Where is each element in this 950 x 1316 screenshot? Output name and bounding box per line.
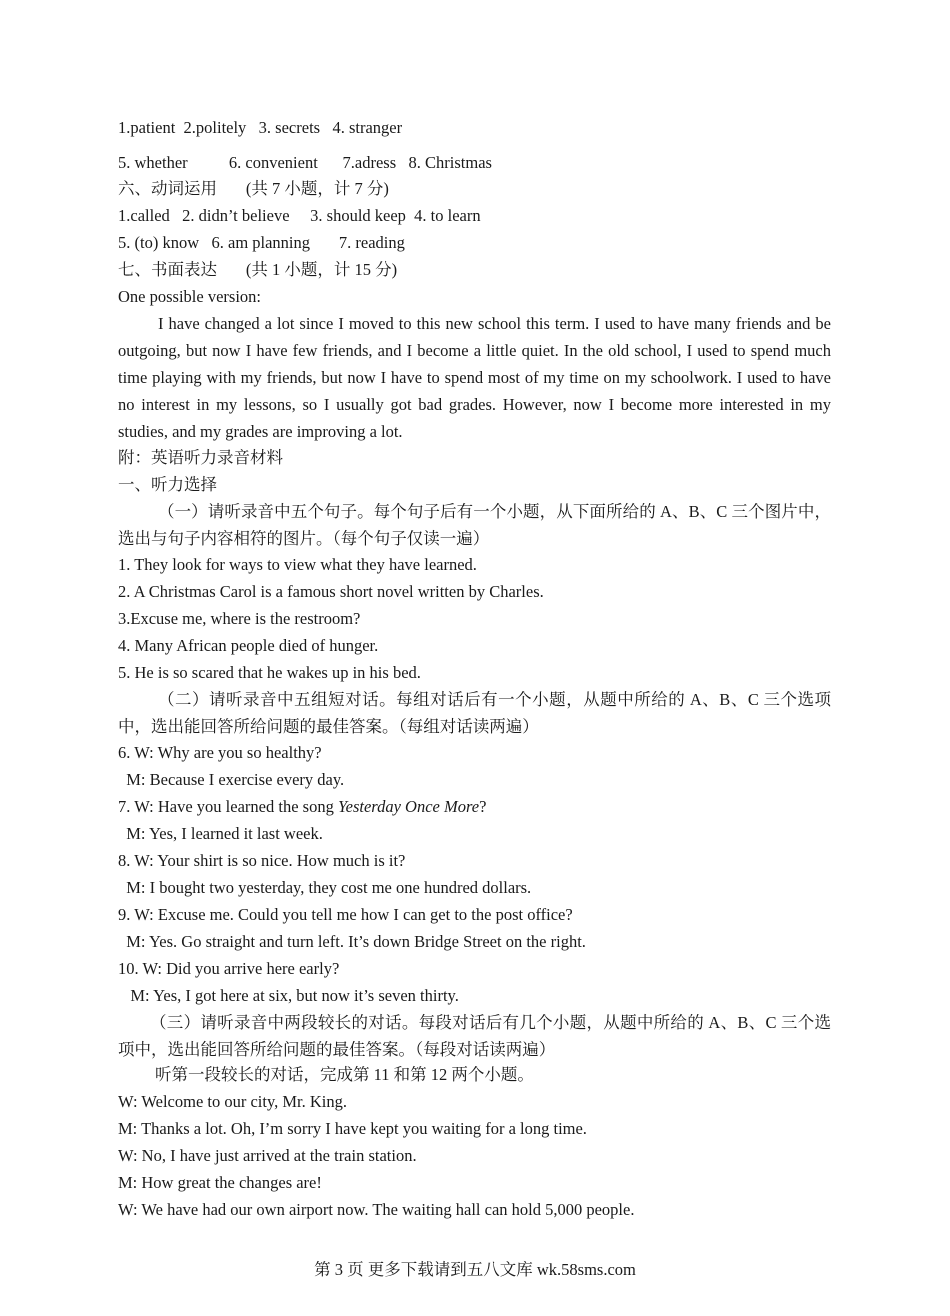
instruction-paragraph: （二）请听录音中五组短对话。每组对话后有一个小题，从题中所给的 A、B、C 三个选项中，选出能回答所给问题的最佳答案。（每组对话读两遍） [118, 690, 831, 736]
question-line: 4. Many African people died of hunger. [118, 636, 379, 655]
question-line: 3.Excuse me, where is the restroom? [118, 609, 361, 628]
dialogue-line: W: Welcome to our city, Mr. King. [118, 1092, 348, 1111]
section-heading: 七、书面表达 (共 1 小题，计 15 分) [118, 260, 398, 279]
dialogue-line: M: Yes, I learned it last week. [118, 824, 323, 843]
part-heading: 一、听力选择 [118, 475, 217, 494]
section-heading: 六、动词运用 (共 7 小题，计 7 分) [118, 179, 389, 198]
dialogue-line: 9. W: Excuse me. Could you tell me how I can get to the post office? [118, 905, 573, 924]
dialogue-line: W: We have had our own airport now. The waiting hall can hold 5,000 people. [118, 1200, 635, 1219]
essay-paragraph: I have changed a lot since I moved to this new school this term. I used to have many friends and be outgoing, but now I have few friends, and I become a little quiet. In the old school, I used to spend much time playing with my friends, but now I have to spend most of my time on my schoolwork. I used to have no interest in my lessons, so I usually got bad grades. However, now I become more interested in my studies, and my grades are improving a lot. [118, 314, 831, 441]
dialogue-line: W: No, I have just arrived at the train station. [118, 1146, 417, 1165]
dialogue-line: 10. W: Did you arrive here early? [118, 959, 340, 978]
sub-instruction: 听第一段较长的对话，完成第 11 和第 12 两个小题。 [155, 1065, 534, 1084]
instruction-paragraph: （三）请听录音中两段较长的对话。每段对话后有几个小题，从题中所给的 A、B、C 三个选项中，选出能回答所给问题的最佳答案。（每段对话读两遍） [118, 1013, 831, 1059]
dialogue-line: M: I bought two yesterday, they cost me one hundred dollars. [118, 878, 532, 897]
dialogue-text: 7. W: Have you learned the song [118, 797, 338, 816]
dialogue-line: 8. W: Your shirt is so nice. How much is it? [118, 851, 406, 870]
answer-line: 5. (to) know 6. am planning 7. reading [118, 233, 405, 252]
dialogue-text: ? [479, 797, 487, 816]
answer-line: 1.called 2. didn’t believe 3. should keep 4. to learn [118, 206, 481, 225]
instruction-paragraph: （一）请听录音中五个句子。每个句子后有一个小题，从下面所给的 A、B、C 三个图片中，选出与句子内容相符的图片。（每个句子仅读一遍） [118, 502, 831, 548]
dialogue-line: M: Yes, I got here at six, but now it’s seven thirty. [118, 986, 459, 1005]
dialogue-line [118, 797, 486, 817]
dialogue-line: M: How great the changes are! [118, 1173, 322, 1192]
question-line: 5. He is so scared that he wakes up in his bed. [118, 663, 421, 682]
dialogue-line: 6. W: Why are you so healthy? [118, 743, 322, 762]
dialogue-line: M: Because I exercise every day. [118, 770, 345, 789]
question-line: 2. A Christmas Carol is a famous short novel written by Charles. [118, 582, 544, 601]
answer-line: 1.patient 2.politely 3. secrets 4. stranger [118, 118, 403, 137]
song-title: Yesterday Once More [337, 797, 480, 816]
dialogue-line: M: Yes. Go straight and turn left. It’s down Bridge Street on the right. [118, 932, 586, 951]
appendix-heading: 附：英语听力录音材料 [118, 448, 283, 467]
answer-line: 5. whether 6. convenient 7.adress 8. Christmas [118, 153, 492, 172]
question-line: 1. They look for ways to view what they have learned. [118, 555, 477, 574]
version-label: One possible version: [118, 287, 261, 306]
dialogue-line: M: Thanks a lot. Oh, I’m sorry I have kept you waiting for a long time. [118, 1119, 587, 1138]
page-footer: 第 3 页 更多下载请到五八文库 wk.58sms.com [314, 1260, 636, 1279]
